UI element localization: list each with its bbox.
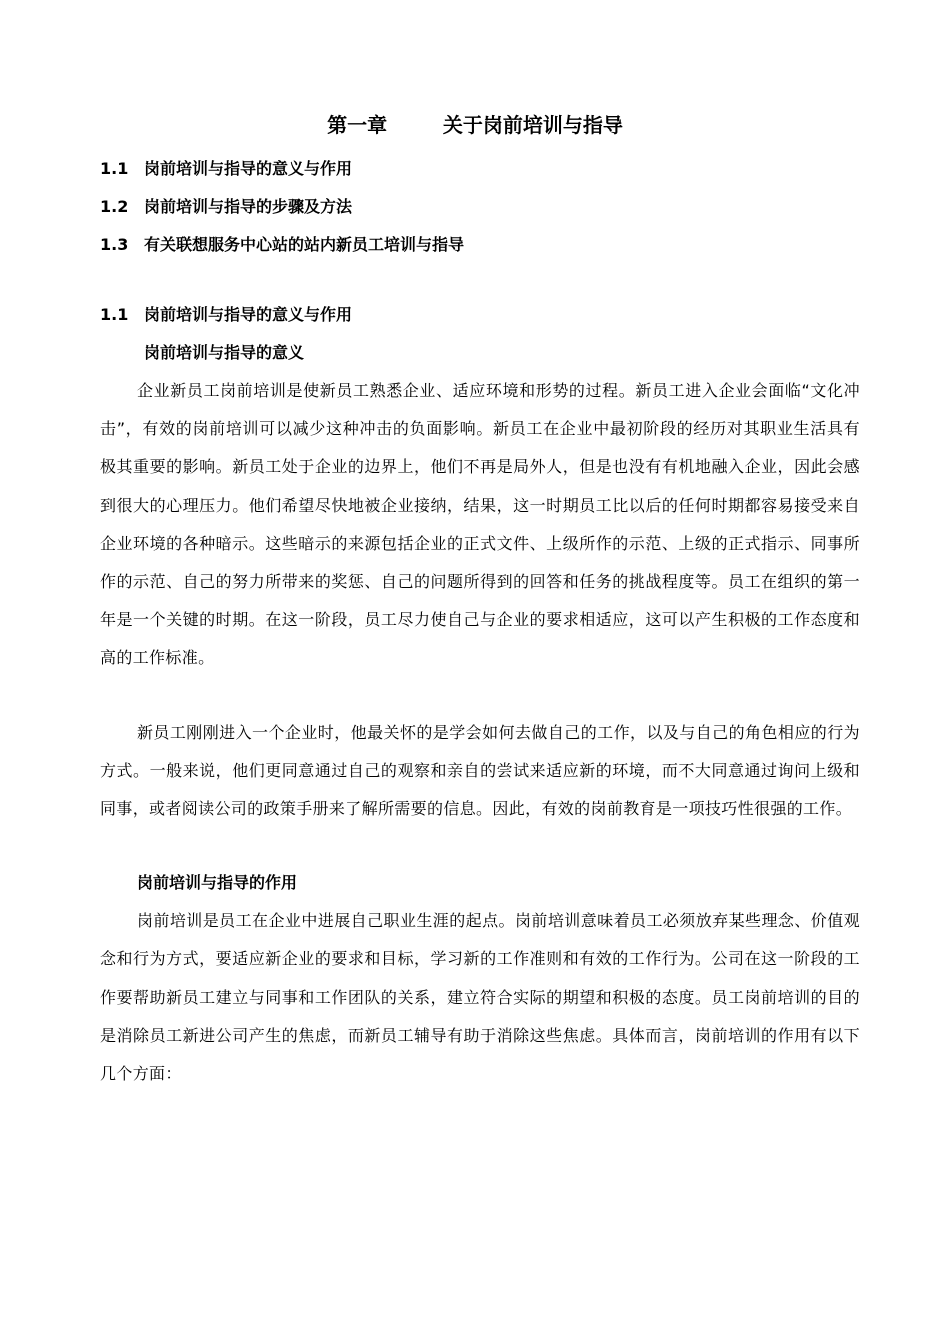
toc-item-1-3: [100, 226, 860, 264]
toc-number: 1.1: [100, 159, 129, 178]
toc-number: 1.3: [100, 235, 129, 254]
toc-item-1-2: [100, 188, 860, 226]
chapter-heading: 关于岗前培训与指导: [442, 113, 623, 137]
section-title: 岗前培训与指导的意义与作用: [144, 305, 353, 324]
section-body: [100, 296, 860, 1093]
toc-label: 岗前培训与指导的意义与作用: [144, 159, 353, 178]
subheading-meaning: 岗前培训与指导的意义: [144, 343, 305, 362]
toc-label: 有关联想服务中心站的站内新员工培训与指导: [144, 235, 465, 254]
section-number: 1.1: [100, 305, 129, 324]
chapter-title: [0, 111, 950, 139]
paragraph-meaning-1: 企业新员工岗前培训是使新员工熟悉企业、适应环境和形势的过程。新员工进入企业会面临“文化冲击”，有效的岗前培训可以减少这种冲击的负面影响。新员工在企业中最初阶段的经历对其职业生活具有极其重要的影响。新员工处于企业的边界上，他们不再是局外人，但是也没有有机地融入企业，因此会感到很大的心理压力。他们希望尽快地被企业接纳，结果，这一时期员工比以后的任何时期都容易接受来自企业环境的各种暗示。这些暗示的来源包括企业的正式文件、上级所作的示范、上级的正式指示、同事所作的示范、自己的努力所带来的奖惩、自己的问题所得到的回答和任务的挑战程度等。员工在组织的第一年是一个关键的时期。在这一阶段，员工尽力使自己与企业的要求相适应，这可以产生积极的工作态度和高的工作标准。: [100, 381, 860, 668]
toc-number: 1.2: [100, 197, 129, 216]
subheading-role: 岗前培训与指导的作用: [137, 873, 298, 893]
toc-item-1-1: [100, 150, 860, 188]
paragraph-role: 岗前培训是员工在企业中进展自己职业生涯的起点。岗前培训意味着员工必须放弃某些理念、价值观念和行为方式，要适应新企业的要求和目标，学习新的工作准则和有效的工作行为。公司在这一阶段的工作要帮助新员工建立与同事和工作团队的关系，建立符合实际的期望和积极的态度。员工岗前培训的目的是消除员工新进公司产生的焦虑，而新员工辅导有助于消除这些焦虑。具体而言，岗前培训的作用有以下几个方面：: [100, 911, 860, 1084]
chapter-number: 第一章: [327, 113, 388, 137]
paragraph-meaning-2: 新员工刚刚进入一个企业时，他最关怀的是学会如何去做自己的工作，以及与自己的角色相应的行为方式。一般来说，他们更同意通过自己的观察和亲自的尝试来适应新的环境，而不大同意通过询问上级和同事，或者阅读公司的政策手册来了解所需要的信息。因此，有效的岗前教育是一项技巧性很强的工作。: [100, 722, 860, 819]
section-heading-1-1: [100, 296, 860, 334]
toc-label: 岗前培训与指导的步骤及方法: [144, 197, 353, 216]
table-of-contents: [100, 150, 860, 264]
